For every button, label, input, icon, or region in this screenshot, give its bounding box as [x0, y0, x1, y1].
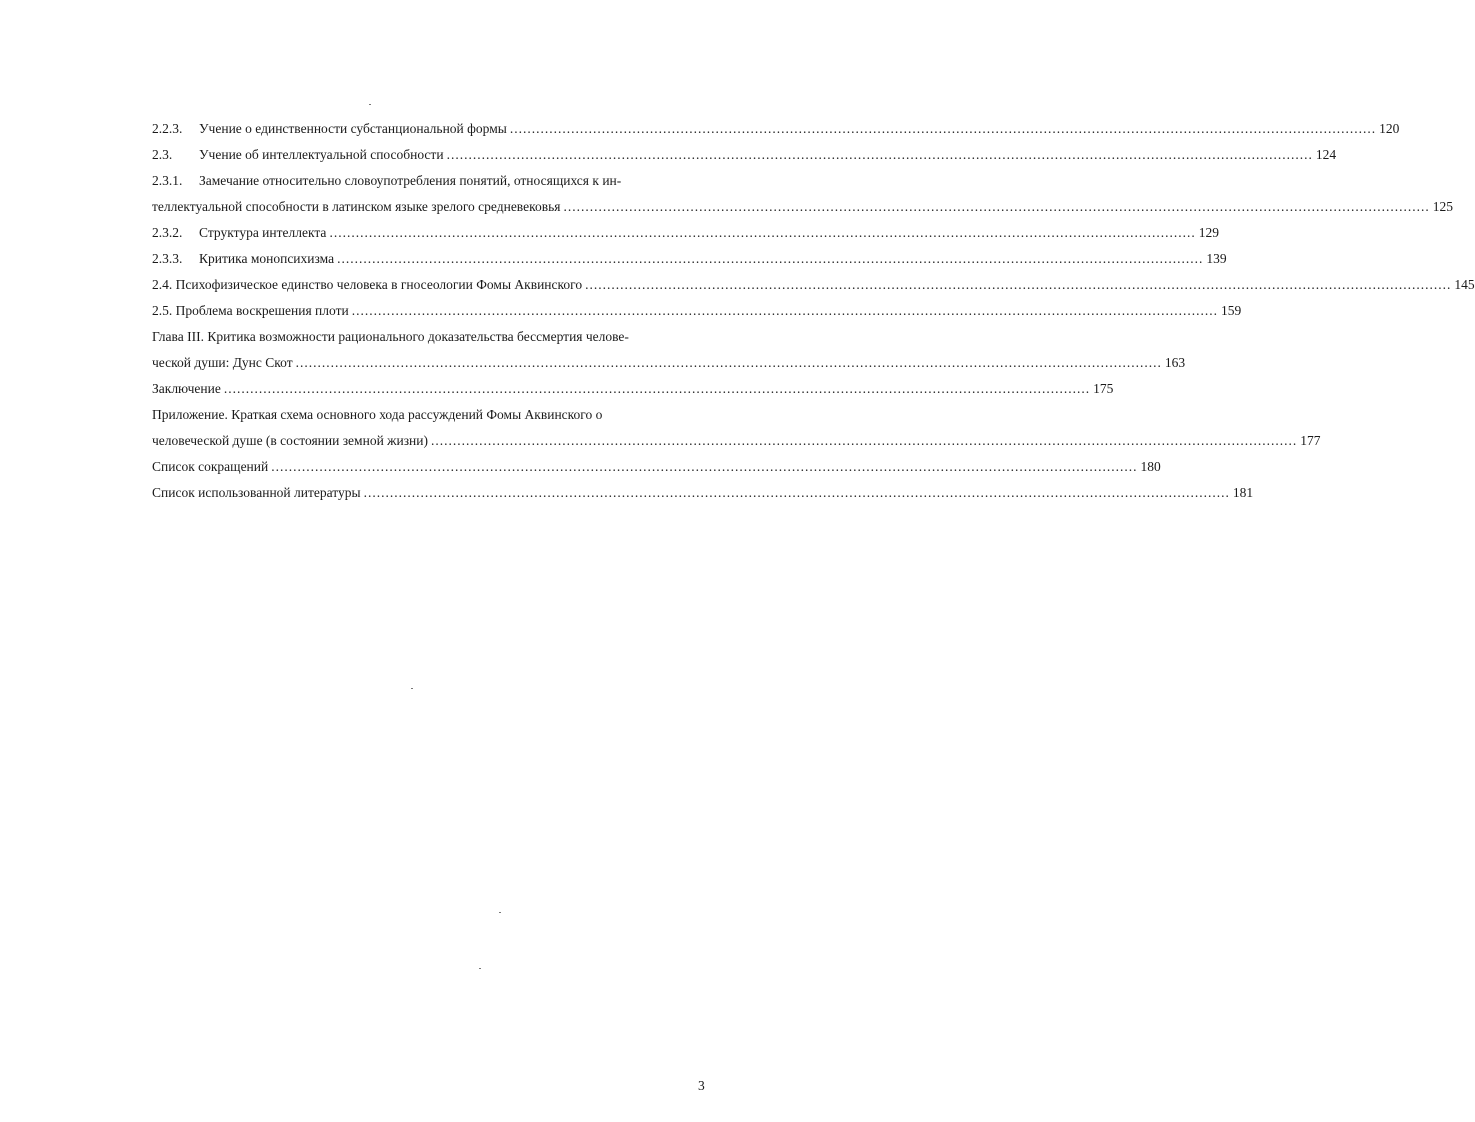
dot-leader [510, 116, 1376, 142]
toc-entry-page: 124 [1315, 147, 1337, 162]
toc-entry-title-first-line: Замечание относительно словоупотребления понятий, относящихся к ин- [199, 173, 622, 188]
dot-leader [585, 272, 1451, 298]
toc-entry-page: 139 [1206, 251, 1227, 266]
toc-entry-2-3-2 [152, 220, 1219, 246]
toc-entry-page: 125 [1432, 199, 1453, 214]
dot-leader [271, 454, 1137, 480]
toc-entry-title: теллектуальной способности в латинском языке зрелого средневековья [152, 199, 561, 214]
dot-leader [364, 480, 1230, 506]
toc-entry-title-first-line: Приложение. Краткая схема основного хода рассуждений Фомы Аквинского о [152, 407, 603, 422]
toc-entry-number: 2.3.3. [152, 251, 183, 266]
dot-leader [329, 220, 1195, 246]
toc-entry-2-3 [152, 142, 1337, 168]
dot-leader [563, 194, 1429, 220]
toc-entry-2-3-1 [152, 168, 1453, 220]
toc-entry-2-4 [152, 272, 1475, 298]
toc-entry-title: Заключение [152, 381, 221, 396]
scan-speck [411, 688, 413, 689]
toc-entry-title: 2.5. Проблема воскрешения плоти [152, 303, 349, 318]
toc-entry-number: 2.3.2. [152, 225, 183, 240]
table-of-contents [152, 116, 1475, 506]
toc-entry-page: 159 [1220, 303, 1242, 318]
toc-entry-page: 129 [1198, 225, 1219, 240]
toc-entry-title: Структура интеллекта [199, 225, 327, 240]
toc-entry-title: Список использованной литературы [152, 485, 361, 500]
dot-leader [352, 298, 1218, 324]
toc-entry-bibliography [152, 480, 1254, 506]
toc-entry-page: 177 [1300, 433, 1321, 448]
dot-leader [431, 428, 1297, 454]
toc-entry-2-5 [152, 298, 1242, 324]
toc-entry-page: 175 [1093, 381, 1114, 396]
toc-entry-title: Учение об интеллектуальной способности [199, 147, 444, 162]
dot-leader [224, 376, 1090, 402]
toc-entry-title: 2.4. Психофизическое единство человека в гносеологии Фомы Аквинского [152, 277, 583, 292]
toc-entry-title: Учение о единственности субстанциональной формы [199, 121, 507, 136]
toc-entry-conclusion [152, 376, 1114, 402]
dot-leader [447, 142, 1313, 168]
toc-entry-abbreviations [152, 454, 1161, 480]
toc-entry-chapter-3 [152, 324, 1186, 376]
scan-speck [499, 912, 501, 913]
toc-entry-title: Список сокращений [152, 459, 269, 474]
toc-entry-number: 2.3. [152, 147, 173, 162]
toc-entry-page: 120 [1379, 121, 1400, 136]
page-number: 3 [698, 1078, 705, 1093]
toc-entry-page: 180 [1140, 459, 1161, 474]
toc-entry-2-2-3 [152, 116, 1400, 142]
toc-entry-page: 145 [1454, 277, 1475, 292]
toc-entry-title-first-line: Глава III. Критика возможности рационального доказательства бессмертия челове- [152, 329, 629, 344]
toc-entry-2-3-3 [152, 246, 1227, 272]
scan-speck [479, 968, 481, 969]
toc-entry-title: Критика монопсихизма [199, 251, 335, 266]
toc-entry-page: 181 [1232, 485, 1254, 500]
toc-entry-appendix [152, 402, 1321, 454]
toc-entry-page: 163 [1164, 355, 1186, 370]
scan-speck [369, 104, 371, 105]
toc-entry-number: 2.3.1. [152, 173, 183, 188]
dot-leader [296, 350, 1162, 376]
toc-entry-title: человеческой душе (в состоянии земной жизни) [152, 433, 428, 448]
toc-entry-title: ческой души: Дунс Скот [152, 355, 293, 370]
toc-entry-number: 2.2.3. [152, 121, 183, 136]
dot-leader [337, 246, 1203, 272]
